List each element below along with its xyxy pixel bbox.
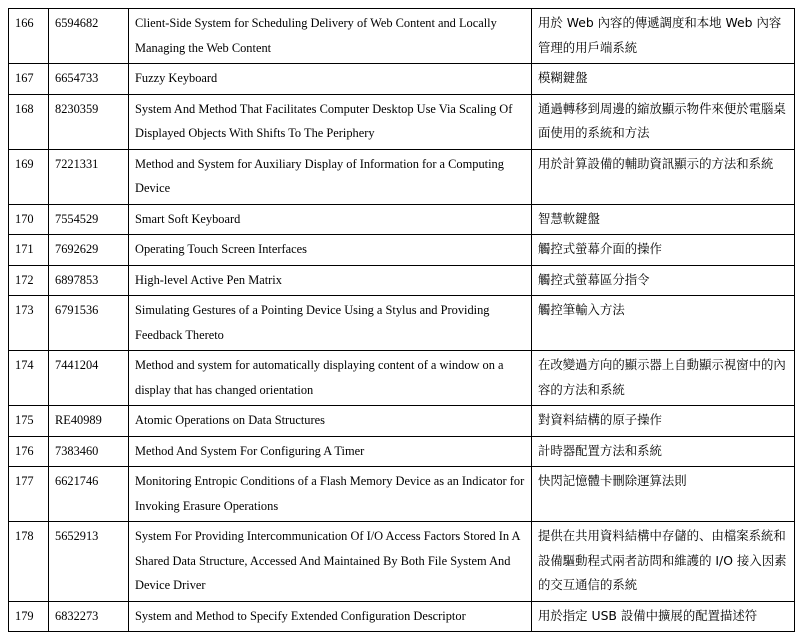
title-chinese: 觸控式螢幕介面的操作	[532, 235, 795, 266]
title-chinese: 智慧軟鍵盤	[532, 204, 795, 235]
patent-number: 7221331	[49, 149, 129, 204]
patent-number: RE40989	[49, 406, 129, 437]
patent-table	[8, 8, 795, 632]
table-row	[9, 522, 795, 602]
table-row	[9, 351, 795, 406]
title-english: Operating Touch Screen Interfaces	[129, 235, 532, 266]
row-number: 170	[9, 204, 49, 235]
row-number: 168	[9, 94, 49, 149]
patent-number: 6897853	[49, 265, 129, 296]
patent-number: 5652913	[49, 522, 129, 602]
title-chinese: 觸控式螢幕區分指令	[532, 265, 795, 296]
title-english: System And Method That Facilitates Computer Desktop Use Via Scaling Of Displayed Objects With Shifts To The Periphery	[129, 94, 532, 149]
title-english: System For Providing Intercommunication Of I/O Access Factors Stored In A Shared Data Structure, Accessed And Maintained By Both File System And Device Driver	[129, 522, 532, 602]
patent-number: 7383460	[49, 436, 129, 467]
patent-number: 7441204	[49, 351, 129, 406]
title-chinese: 用於計算設備的輔助資訊顯示的方法和系統	[532, 149, 795, 204]
title-chinese: 觸控筆輸入方法	[532, 296, 795, 351]
title-chinese: 用於指定 USB 設備中擴展的配置描述符	[532, 601, 795, 632]
patent-number: 6594682	[49, 9, 129, 64]
table-row	[9, 94, 795, 149]
title-english: High-level Active Pen Matrix	[129, 265, 532, 296]
table-row	[9, 265, 795, 296]
title-english: System and Method to Specify Extended Configuration Descriptor	[129, 601, 532, 632]
title-chinese: 提供在共用資料結構中存儲的、由檔案系統和設備驅動程式兩者訪問和維護的 I/O 接入因素的交互通信的系統	[532, 522, 795, 602]
patent-number: 6791536	[49, 296, 129, 351]
row-number: 178	[9, 522, 49, 602]
title-english: Method and system for automatically displaying content of a window on a display that has changed orientation	[129, 351, 532, 406]
row-number: 171	[9, 235, 49, 266]
table-row	[9, 9, 795, 64]
table-row	[9, 204, 795, 235]
title-chinese: 對資料結構的原子操作	[532, 406, 795, 437]
table-row	[9, 149, 795, 204]
title-chinese: 在改變過方向的顯示器上自動顯示視窗中的內容的方法和系統	[532, 351, 795, 406]
title-chinese: 快閃記憶體卡刪除運算法則	[532, 467, 795, 522]
table-row	[9, 436, 795, 467]
table-row	[9, 406, 795, 437]
row-number: 176	[9, 436, 49, 467]
title-english: Monitoring Entropic Conditions of a Flash Memory Device as an Indicator for Invoking Erasure Operations	[129, 467, 532, 522]
table-row	[9, 64, 795, 95]
row-number: 177	[9, 467, 49, 522]
row-number: 175	[9, 406, 49, 437]
row-number: 174	[9, 351, 49, 406]
patent-number: 6621746	[49, 467, 129, 522]
title-english: Fuzzy Keyboard	[129, 64, 532, 95]
table-row	[9, 467, 795, 522]
patent-number: 6832273	[49, 601, 129, 632]
title-chinese: 通過轉移到周邊的縮放顯示物件來便於電腦桌面使用的系統和方法	[532, 94, 795, 149]
title-chinese: 模糊鍵盤	[532, 64, 795, 95]
table-row	[9, 601, 795, 632]
title-english: Simulating Gestures of a Pointing Device Using a Stylus and Providing Feedback Thereto	[129, 296, 532, 351]
patent-number: 6654733	[49, 64, 129, 95]
title-english: Atomic Operations on Data Structures	[129, 406, 532, 437]
title-english: Method And System For Configuring A Timer	[129, 436, 532, 467]
row-number: 172	[9, 265, 49, 296]
title-chinese: 用於 Web 內容的傳遞調度和本地 Web 內容管理的用戶端系統	[532, 9, 795, 64]
patent-number: 7692629	[49, 235, 129, 266]
patent-number: 8230359	[49, 94, 129, 149]
patent-number: 7554529	[49, 204, 129, 235]
row-number: 169	[9, 149, 49, 204]
row-number: 166	[9, 9, 49, 64]
patent-table-body	[9, 9, 795, 632]
table-row	[9, 235, 795, 266]
title-english: Smart Soft Keyboard	[129, 204, 532, 235]
table-row	[9, 296, 795, 351]
row-number: 173	[9, 296, 49, 351]
row-number: 167	[9, 64, 49, 95]
title-english: Client-Side System for Scheduling Delivery of Web Content and Locally Managing the Web Content	[129, 9, 532, 64]
title-chinese: 計時器配置方法和系統	[532, 436, 795, 467]
title-english: Method and System for Auxiliary Display of Information for a Computing Device	[129, 149, 532, 204]
row-number: 179	[9, 601, 49, 632]
